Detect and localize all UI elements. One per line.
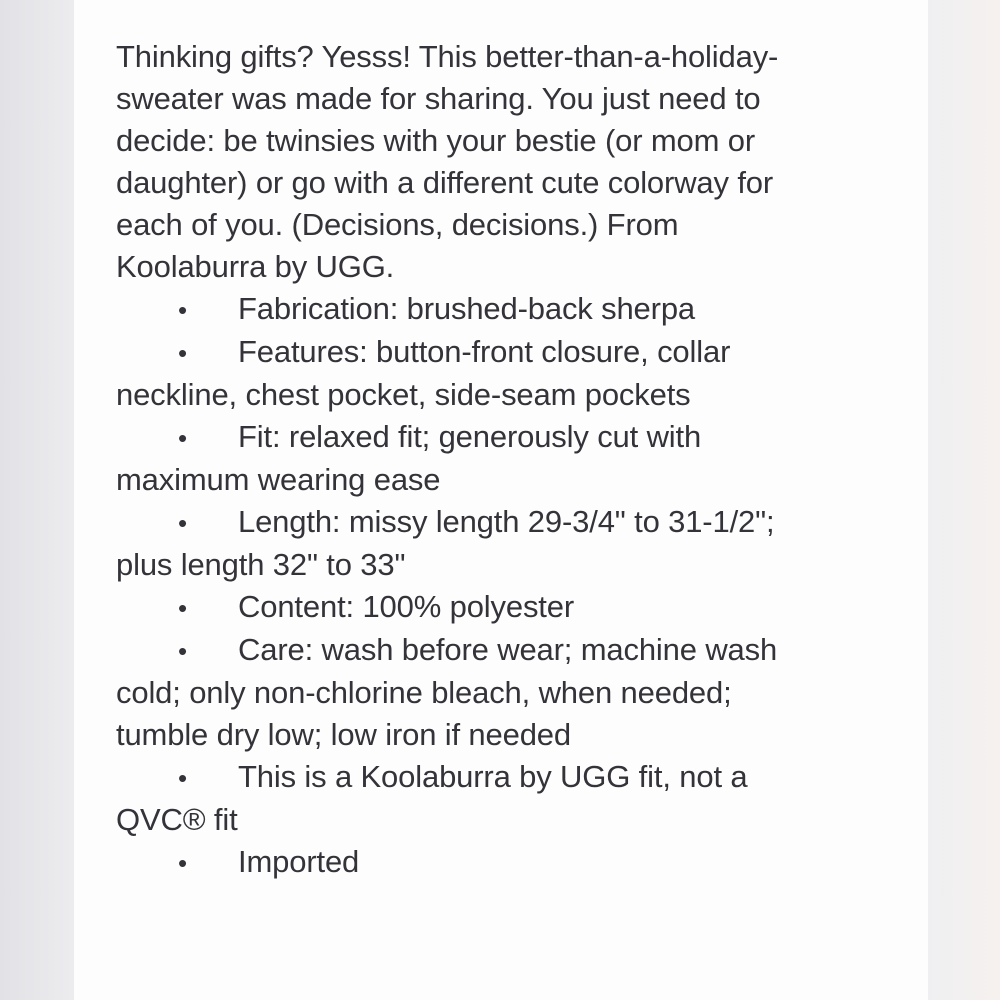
left-backdrop (0, 0, 74, 1000)
intro-paragraph (116, 36, 906, 288)
bullet-icon: • (178, 423, 187, 453)
feature-item-fit (116, 416, 906, 501)
feature-text-continued: neckline, chest pocket, side-seam pockets (116, 377, 691, 412)
bullet-icon: • (178, 508, 187, 538)
description-text (116, 36, 906, 884)
feature-text-continued: tumble dry low; low iron if needed (116, 717, 571, 752)
feature-text: Content: 100% polyester (238, 589, 575, 624)
feature-text: Fit: relaxed fit; generously cut with (238, 419, 702, 454)
feature-item-care (116, 629, 906, 756)
feature-item-fabrication (116, 288, 906, 331)
feature-text: Fabrication: brushed-back sherpa (238, 291, 696, 326)
feature-text-continued: maximum wearing ease (116, 462, 441, 497)
feature-text: Imported (238, 844, 360, 879)
feature-item-fit-note (116, 756, 906, 841)
feature-text: Features: button-front closure, collar (238, 334, 731, 369)
feature-list (116, 288, 906, 884)
feature-text: Length: missy length 29-3/4" to 31-1/2"; (238, 504, 775, 539)
bullet-icon: • (178, 593, 187, 623)
bullet-icon: • (178, 295, 187, 325)
intro-line: each of you. (Decisions, decisions.) From (116, 207, 679, 242)
product-description-card (74, 0, 928, 1000)
intro-line: daughter) or go with a different cute colorway for (116, 165, 774, 200)
intro-line: decide: be twinsies with your bestie (or mom or (116, 123, 756, 158)
bullet-icon: • (178, 338, 187, 368)
intro-line: Koolaburra by UGG. (116, 249, 395, 284)
bullet-icon: • (178, 763, 187, 793)
feature-text: Care: wash before wear; machine wash (238, 632, 778, 667)
right-backdrop (928, 0, 1000, 1000)
intro-line: sweater was made for sharing. You just need to (116, 81, 761, 116)
intro-line: Thinking gifts? Yesss! This better-than-a-holiday- (116, 39, 779, 74)
bullet-icon: • (178, 848, 187, 878)
feature-item-length (116, 501, 906, 586)
feature-text: This is a Koolaburra by UGG fit, not a (238, 759, 748, 794)
feature-text-continued: cold; only non-chlorine bleach, when needed; (116, 675, 732, 710)
bullet-icon: • (178, 636, 187, 666)
feature-item-content (116, 586, 906, 629)
feature-item-imported (116, 841, 906, 884)
feature-text-continued: QVC® fit (116, 802, 238, 837)
feature-item-features (116, 331, 906, 416)
feature-text-continued: plus length 32" to 33" (116, 547, 406, 582)
